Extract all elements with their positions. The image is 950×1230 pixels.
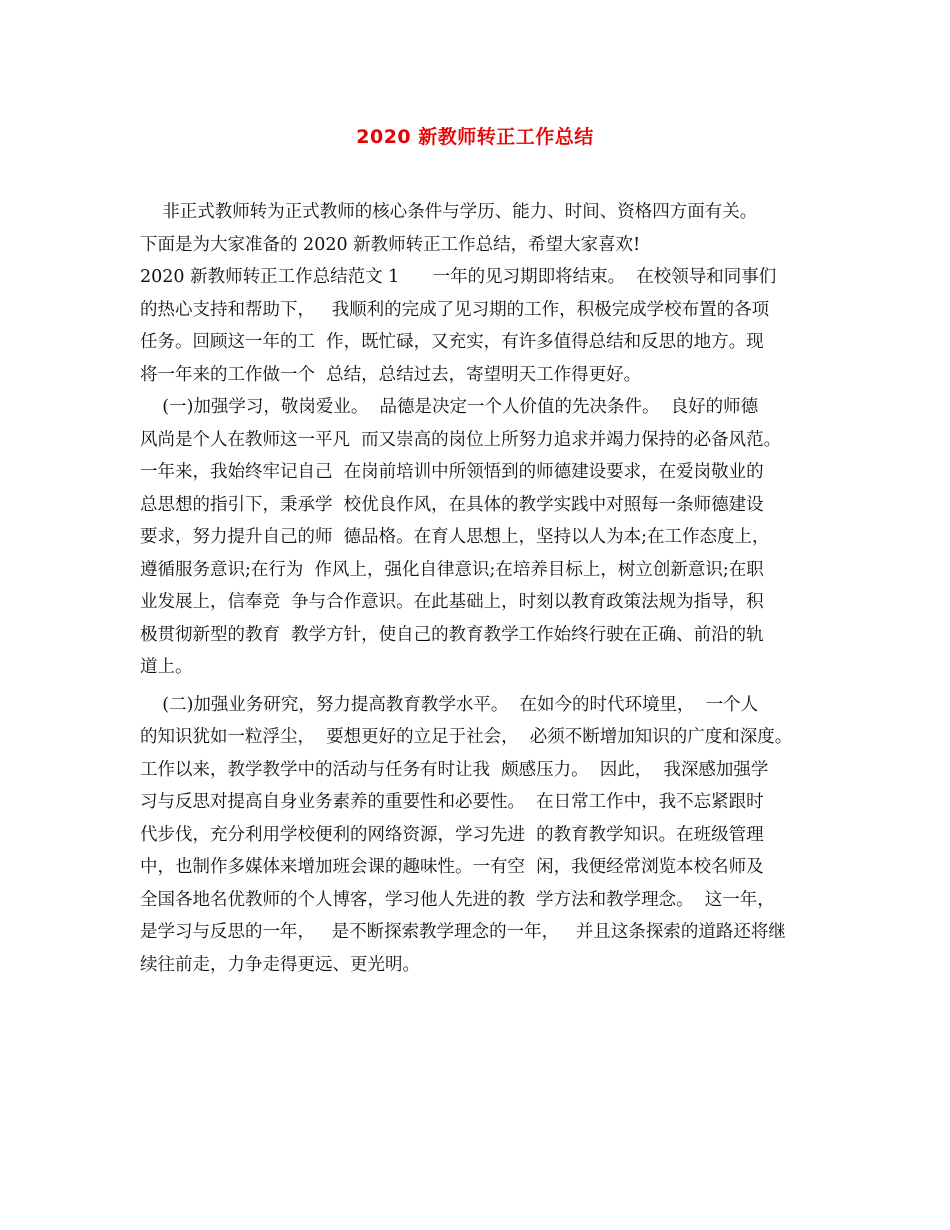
text-line: 业发展上，信奉竞 争与合作意识。在此基础上，时刻以教育政策法规为指导，积 [140, 592, 764, 612]
text-line: (一)加强学习，敬岗爱业。 品德是决定一个人价值的先决条件。 良好的师德 [140, 397, 759, 417]
text-line: 全国各地名优教师的个人博客，学习他人先进的教 学方法和教学理念。 这一年， [140, 889, 775, 910]
text-line: 要求，努力提升自己的师 德品格。在育人思想上，坚持以人为本;在工作态度上， [140, 527, 770, 547]
text-line: 2020 新教师转正工作总结范文 1 一年的见习期即将结束。 在校领导和同事们 [140, 267, 777, 287]
text-line: 下面是为大家准备的 2020 新教师转正工作总结，希望大家喜欢! [140, 234, 641, 255]
text-line: 一年来，我始终牢记自己 在岗前培训中所领悟到的师德建设要求，在爱岗敬业的 [140, 462, 764, 482]
text-line: 的热心支持和帮助下， 我顺利的完成了见习期的工作，积极完成学校布置的各项 [140, 299, 770, 320]
text-line: (二)加强业务研究，努力提高教育教学水平。 在如今的时代环境里， 一个人 [140, 694, 759, 715]
text-line: 是学习与反思的一年， 是不断探索教学理念的一年， 并且这条探索的道路还将继 [140, 922, 786, 942]
text-line: 的知识犹如一粒浮尘， 要想更好的立足于社会， 必须不断增加知识的广度和深度。 [140, 727, 793, 747]
text-line: 中，也制作多媒体来增加班会课的趣味性。一有空 闲，我便经常浏览本校名师及 [140, 857, 764, 877]
text-line: 代步伐，充分利用学校便利的网络资源，学习先进 的教育教学知识。在班级管理 [140, 824, 764, 845]
text-line: 续往前走，力争走得更远、更光明。 [140, 954, 420, 975]
document-title: 2020 新教师转正工作总结 [356, 126, 594, 148]
text-line: 遵循服务意识;在行为 作风上，强化自律意识;在培养目标上，树立创新意识;在职 [140, 559, 764, 580]
text-line: 极贯彻新型的教育 教学方针，使自己的教育教学工作始终行驶在正确、前沿的轨 [140, 624, 764, 645]
text-line: 非正式教师转为正式教师的核心条件与学历、能力、时间、资格四方面有关。 [140, 202, 758, 222]
text-line: 风尚是个人在教师这一平凡 而又崇高的岗位上所努力追求并竭力保持的必备风范。 [140, 429, 782, 450]
document-body [140, 196, 830, 981]
text-line: 总思想的指引下，秉承学 校优良作风，在具体的教学实践中对照每一条师德建设 [140, 494, 764, 515]
text-line: 道上。 [140, 657, 193, 677]
text-line: 工作以来，教学教学中的活动与任务有时让我 颇感压力。 因此， 我深感加强学 [140, 759, 769, 780]
text-line: 习与反思对提高自身业务素养的重要性和必要性。 在日常工作中，我不忘紧跟时 [140, 792, 764, 812]
text-line: 将一年来的工作做一个 总结，总结过去，寄望明天工作得更好。 [140, 364, 642, 385]
text-line: 任务。回顾这一年的工 作，既忙碌，又充实，有许多值得总结和反思的地方。现 [140, 332, 764, 352]
